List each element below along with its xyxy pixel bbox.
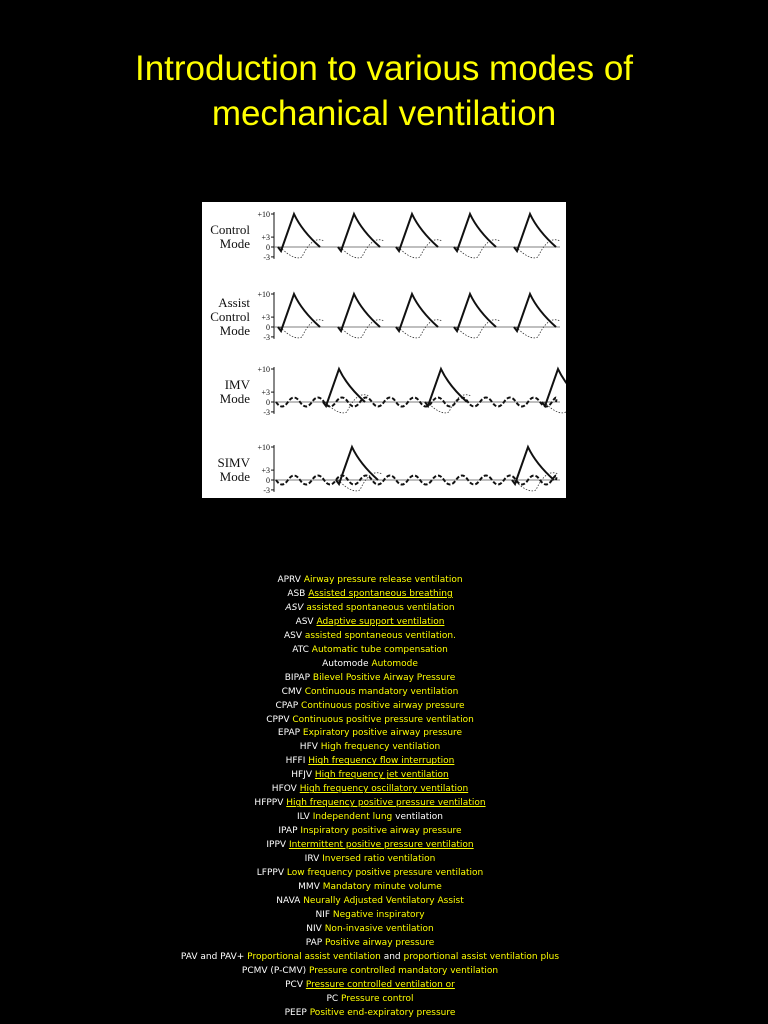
abbreviation-row: [0, 658, 740, 672]
abbreviation-definition: Proportional assist ventilation: [247, 951, 381, 962]
abbreviation-term: EPAP: [277, 728, 301, 739]
abbreviation-definition: Positive airway pressure: [325, 937, 435, 948]
axis-tick-label: +10: [257, 290, 270, 299]
abbreviation-term: PC: [326, 993, 339, 1004]
abbreviation-term: PCMV (P-CMV): [241, 965, 307, 976]
abbreviation-definition: Neurally Adjusted Ventilatory Assist: [303, 895, 464, 906]
abbreviation-term: ASB: [287, 588, 306, 599]
abbreviation-row: [0, 644, 740, 658]
axis-tick-label: +10: [257, 365, 270, 374]
abbreviation-term: HFFI: [285, 756, 306, 767]
abbreviation-row: [0, 714, 740, 728]
abbreviation-term: APRV: [277, 575, 301, 585]
pressure-breath-trace: [338, 214, 380, 251]
abbreviation-row: [0, 965, 740, 979]
pressure-breath-trace: [454, 294, 496, 331]
abbreviation-row: [0, 672, 740, 686]
abbreviation-definition: Continuous positive pressure ventilation: [292, 714, 474, 725]
axis-tick-label: +10: [257, 443, 270, 452]
definition-link[interactable]: Pressure controlled ventilation or: [305, 979, 455, 990]
abbreviation-definition: Non-invasive ventilation: [324, 923, 434, 934]
flow-trace: [340, 320, 384, 338]
definition-link[interactable]: Adaptive support ventilation: [316, 616, 445, 627]
abbreviation-definition: High frequency ventilation: [320, 742, 441, 753]
abbreviation-definition: Automode: [371, 658, 418, 669]
abbreviation-definition: Inspiratory positive airway pressure: [300, 826, 462, 837]
abbreviation-definition: assisted spontaneous ventilation.: [304, 630, 456, 641]
abbreviation-term: NAVA: [276, 895, 301, 906]
abbreviation-row: [0, 923, 740, 937]
abbreviation-definition: Continuous mandatory ventilation: [304, 686, 459, 697]
abbreviation-row: [0, 783, 740, 797]
abbreviation-definition: Inversed ratio ventilation: [322, 854, 436, 865]
abbreviation-row: [0, 811, 740, 825]
abbreviation-definition: Mandatory minute volume: [322, 881, 442, 892]
flow-trace: [456, 240, 500, 258]
definition-tail: ventilation: [395, 812, 443, 823]
axis-tick-label: 0: [266, 476, 270, 485]
flow-trace: [398, 320, 442, 338]
pressure-breath-trace: [278, 294, 320, 331]
abbreviation-row: [0, 937, 740, 951]
abbreviation-term: PCV: [285, 979, 303, 990]
axis-tick-label: +3: [261, 313, 270, 323]
abbreviation-definition: Negative inspiratory: [332, 909, 425, 920]
definition-link[interactable]: Intermittent positive pressure ventilation: [288, 840, 474, 851]
ventilation-modes-figure: [202, 202, 566, 498]
flow-trace: [398, 240, 442, 258]
panel-mode-label: Mode: [219, 469, 250, 484]
axis-tick-label: -3: [263, 252, 270, 262]
definition-link[interactable]: High frequency oscillatory ventilation: [299, 784, 469, 795]
abbreviation-term: ASV: [284, 630, 303, 641]
waveform-panel: [210, 290, 560, 342]
abbreviation-term: IPAP: [278, 826, 298, 837]
flow-trace: [516, 240, 560, 258]
panel-mode-label: Mode: [219, 391, 250, 406]
abbreviation-definition: Independent lung: [312, 812, 393, 823]
flow-trace: [280, 320, 324, 338]
abbreviation-term: ILV: [297, 812, 310, 823]
abbreviation-term: CPPV: [266, 714, 290, 725]
abbreviation-term: HFJV: [291, 770, 313, 781]
abbreviation-row: [0, 839, 740, 853]
pressure-breath-trace: [512, 447, 554, 484]
abbreviation-term: HFV: [299, 742, 318, 753]
pressure-breath-trace: [396, 214, 438, 251]
abbreviation-definition: assisted spontaneous ventilation: [306, 602, 455, 613]
abbreviation-term: NIV: [306, 923, 322, 934]
abbreviation-definition: Positive end-expiratory pressure: [309, 1007, 456, 1018]
abbreviation-term: CMV: [281, 686, 302, 697]
definition-link[interactable]: High frequency flow interruption: [308, 756, 455, 767]
abbreviation-term: NIF: [315, 909, 331, 920]
abbreviation-row: [0, 602, 740, 616]
abbreviation-term: ASV: [295, 616, 314, 627]
abbreviation-term: IPPV: [266, 840, 287, 851]
axis-tick-label: 0: [266, 398, 270, 407]
abbreviation-row: [0, 727, 740, 741]
pressure-breath-trace: [338, 294, 380, 331]
abbreviation-definition: Airway pressure release ventilation: [303, 575, 463, 585]
abbreviation-definition: Low frequency positive pressure ventilation: [286, 868, 484, 879]
abbreviation-row: [0, 574, 740, 588]
pressure-breath-trace: [425, 369, 467, 406]
abbreviation-term: HFOV: [271, 784, 297, 795]
abbreviation-row: [0, 951, 740, 965]
panel-mode-label: SIMV: [217, 455, 250, 470]
panel-mode-label: Mode: [219, 236, 250, 251]
axis-tick-label: +3: [261, 233, 270, 243]
abbreviation-list: [0, 574, 740, 1021]
abbreviation-row: [0, 755, 740, 769]
axis-tick-label: +3: [261, 388, 270, 398]
abbreviation-term: PAP: [305, 937, 323, 948]
axis-tick-label: -3: [263, 407, 270, 417]
definition-link[interactable]: High frequency positive pressure ventilation: [286, 798, 486, 809]
abbreviation-row: [0, 867, 740, 881]
flow-trace: [340, 240, 384, 258]
axis-tick-label: -3: [263, 485, 270, 495]
abbreviation-term: PEEP: [284, 1007, 307, 1018]
flow-trace: [516, 320, 560, 338]
abbreviation-row: [0, 588, 740, 602]
axis-tick-label: +10: [257, 210, 270, 219]
waveform-diagram: [202, 202, 566, 498]
abbreviation-definition: Pressure controlled mandatory ventilation: [308, 965, 499, 976]
abbreviation-definition: Pressure control: [341, 993, 414, 1004]
abbreviation-row: [0, 616, 740, 630]
axis-tick-label: 0: [266, 323, 270, 332]
definition-link[interactable]: High frequency jet ventilation: [314, 770, 449, 781]
pressure-breath-trace: [278, 214, 320, 251]
abbreviation-term: Automode: [322, 658, 369, 669]
abbreviation-row: [0, 993, 740, 1007]
title-line-2: mechanical ventilation: [211, 94, 557, 133]
axis-tick-label: +3: [261, 466, 270, 476]
abbreviation-term: PAV and PAV+: [180, 951, 245, 962]
abbreviation-definition: Continuous positive airway pressure: [301, 700, 465, 711]
abbreviation-term: ASV: [285, 602, 304, 613]
waveform-panel: [220, 365, 566, 417]
flow-trace: [456, 320, 500, 338]
definition-link[interactable]: Assisted spontaneous breathing: [308, 588, 453, 599]
abbreviation-row: [0, 881, 740, 895]
abbreviation-row: [0, 686, 740, 700]
abbreviation-row: [0, 769, 740, 783]
abbreviation-definition: Bilevel Positive Airway Pressure: [312, 672, 456, 683]
title-line-1: Introduction to various modes of: [134, 49, 634, 88]
panel-mode-label: Control: [210, 309, 250, 324]
abbreviation-definition: proportional assist ventilation plus: [403, 951, 560, 962]
connector-text: and: [383, 951, 401, 962]
waveform-panel: [210, 210, 560, 262]
flow-trace: [280, 240, 324, 258]
abbreviation-term: LFPPV: [256, 868, 284, 879]
abbreviation-term: BIPAP: [284, 672, 311, 683]
abbreviation-definition: Automatic tube compensation: [311, 644, 448, 655]
abbreviation-definition: Expiratory positive airway pressure: [302, 728, 463, 739]
panel-mode-label: Mode: [219, 323, 250, 338]
axis-tick-label: 0: [266, 243, 270, 252]
waveform-panel: [217, 443, 560, 495]
abbreviation-term: IRV: [304, 854, 320, 865]
abbreviation-term: ATC: [292, 644, 309, 655]
abbreviation-row: [0, 895, 740, 909]
abbreviation-term: HFPPV: [254, 798, 284, 809]
pressure-breath-trace: [454, 214, 496, 251]
panel-mode-label: Assist: [218, 295, 250, 310]
flow-trace: [325, 395, 369, 413]
pressure-breath-trace: [396, 294, 438, 331]
abbreviation-row: [0, 909, 740, 923]
abbreviation-term: CPAP: [275, 700, 299, 711]
abbreviation-term: MMV: [298, 881, 320, 892]
axis-tick-label: -3: [263, 332, 270, 342]
panel-mode-label: IMV: [224, 377, 250, 392]
abbreviation-row: [0, 741, 740, 755]
abbreviation-row: [0, 979, 740, 993]
abbreviation-row: [0, 630, 740, 644]
pressure-breath-trace: [514, 214, 556, 251]
page-title: [0, 46, 768, 136]
pressure-breath-trace: [323, 369, 365, 406]
abbreviation-row: [0, 853, 740, 867]
abbreviation-row: [0, 700, 740, 714]
abbreviation-row: [0, 797, 740, 811]
panel-mode-label: Control: [210, 222, 250, 237]
pressure-breath-trace: [514, 294, 556, 331]
abbreviation-row: [0, 825, 740, 839]
abbreviation-row: [0, 1007, 740, 1021]
